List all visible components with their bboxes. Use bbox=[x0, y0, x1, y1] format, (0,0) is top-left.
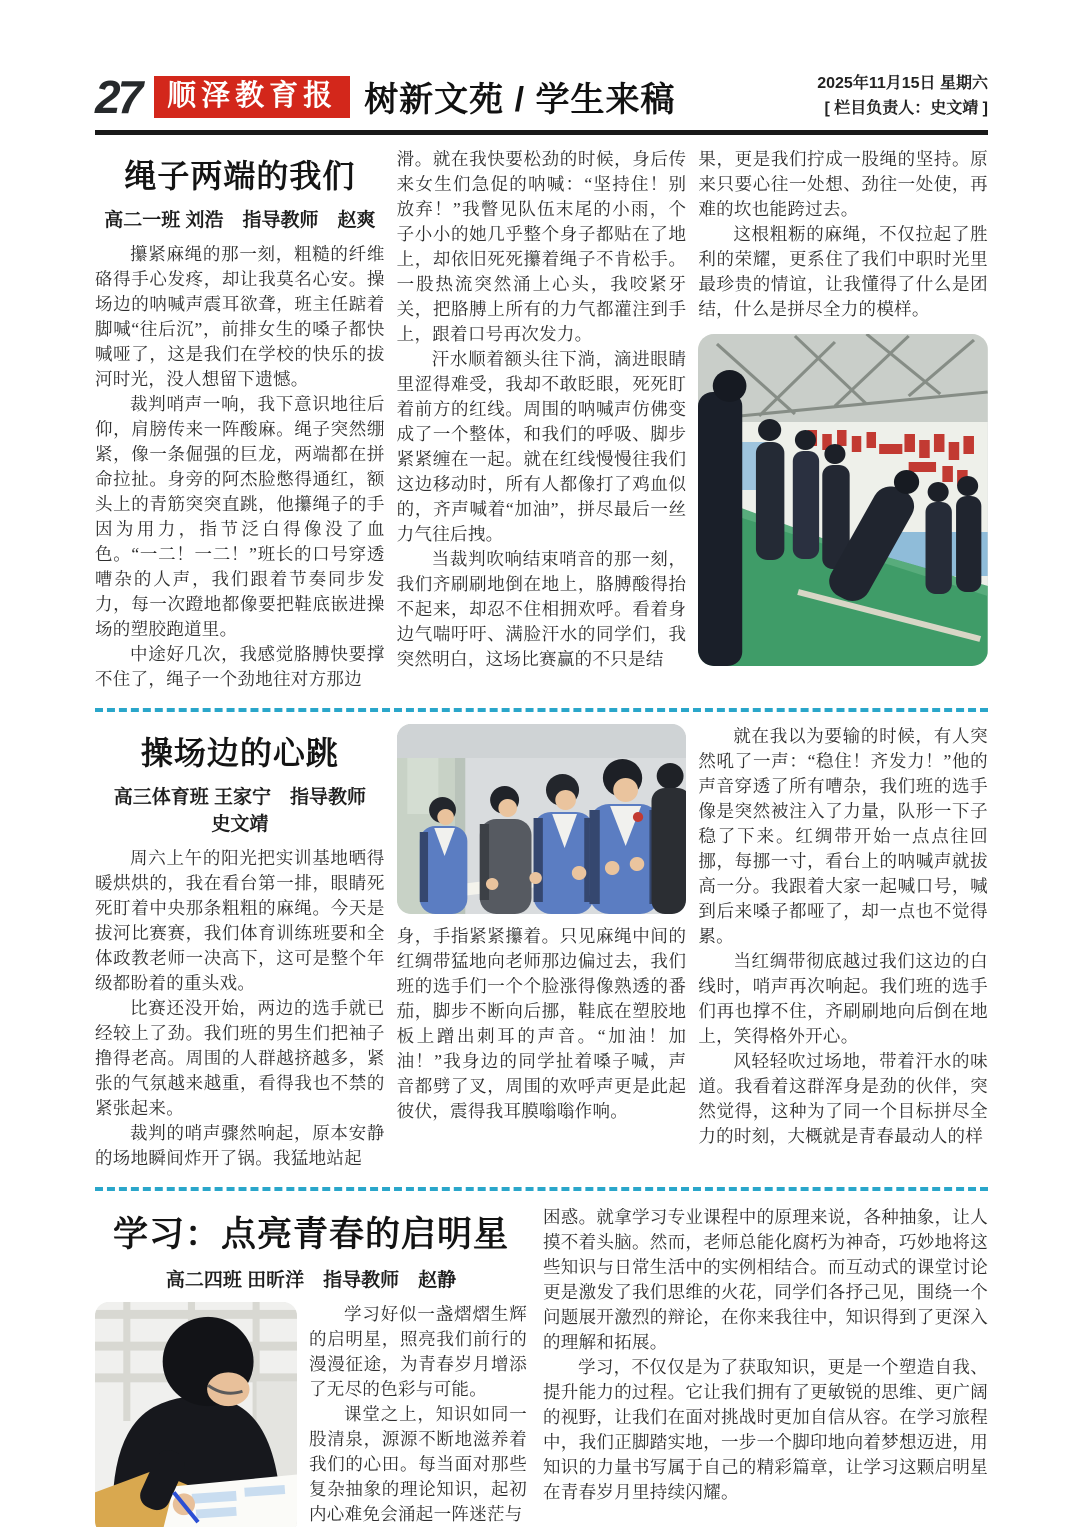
article3-left-block bbox=[95, 1203, 527, 1527]
article1-column2 bbox=[397, 147, 687, 692]
paragraph: 风轻轻吹过场地，带着汗水的味道。我看着这群浑身是劲的伙伴，突然觉得，这种为了同一个目标拼尽全力的时刻，大概就是青春最动人的样 bbox=[698, 1050, 988, 1146]
dashed-separator bbox=[95, 1187, 988, 1191]
article-heartbeat-playground bbox=[95, 724, 988, 1171]
student-studying-photo bbox=[95, 1302, 297, 1527]
article2-column3 bbox=[698, 724, 988, 1171]
article1-column1 bbox=[95, 147, 385, 692]
paragraph: 困惑。就拿学习专业课程中的原理来说，各种抽象，让人摸不着头脑。然而，老师总能化腐朽为神奇，巧妙地将这些知识与日常生活中的实例相结合。而互动式的课堂讨论更是激发了我们思维的火花，同学们各抒己见，围绕一个问题展开激烈的辩论，在你来我往中，知识得到了更深入的理解和拓展。 bbox=[543, 1206, 988, 1352]
section-title: 树新文苑 / 学生来稿 bbox=[364, 81, 676, 120]
paragraph: 课堂之上，知识如同一股清泉，源源不断地滋养着我们的心田。每当面对那些复杂抽象的理论知识，起初内心难免会涌起一阵迷茫与 bbox=[309, 1403, 527, 1524]
article1-byline: 高二一班 刘浩 指导教师 赵爽 bbox=[104, 209, 376, 231]
article3-middle-column bbox=[309, 1302, 527, 1527]
page-number: 27 bbox=[95, 70, 141, 123]
paragraph: 学习好似一盏熠熠生辉的启明星，照亮我们前行的漫漫征途，为青春岁月增添了无尽的色彩与可能。 bbox=[309, 1303, 527, 1399]
paragraph: 中途好几次，我感觉胳膊快要撑不住了，绳子一个劲地往对方那边 bbox=[95, 643, 385, 689]
paragraph: 裁判的哨声骤然响起，原本安静的场地瞬间炸开了锅。我猛地站起 bbox=[95, 1122, 385, 1168]
page-header bbox=[95, 72, 988, 122]
column-editor: [ 栏目负责人：史文靖 ] bbox=[824, 99, 988, 117]
issue-date: 2025年11月15日 星期六 bbox=[817, 75, 988, 92]
paragraph: 周六上午的阳光把实训基地晒得暖烘烘的，我在看台第一排，眼睛死死盯着中央那条粗粗的麻绳。今天是拔河比赛赛，我们体育训练班要和全体政教老师一决高下，这可是整个年级都盼着的重头戏。 bbox=[95, 847, 385, 993]
paragraph: 这根粗粝的麻绳，不仅拉起了胜利的荣耀，更系住了我们中职时光里最珍贵的情谊，让我懂得了什么是团结，什么是拼尽全力的模样。 bbox=[698, 223, 988, 319]
article2-column1 bbox=[95, 724, 385, 1171]
paragraph: 攥紧麻绳的那一刻，粗糙的纤维硌得手心发疼，却让我莫名心安。操场边的呐喊声震耳欲聋，班主任踮着脚喊“往后沉”，前排女生的嗓子都快喊哑了，这是我们在学校的快乐的拔河时光，没人想留下遗憾。 bbox=[95, 243, 385, 389]
paragraph: 滑。就在我快要松劲的时候，身后传来女生们急促的呐喊：“坚持住！别放弃！”我瞥见队伍末尾的小雨，个子小小的她几乎整个身子都贴在了地上，却依旧死死攥着绳子不肯松手。一股热流突然涌上心头，我咬紧牙关，把胳膊上所有的力气都灌注到手上，跟着口号再次发力。 bbox=[396, 148, 687, 344]
students-pulling-rope-photo bbox=[397, 724, 687, 914]
article2-column2 bbox=[397, 724, 687, 1171]
paragraph: 就在我以为要输的时候，有人突然吼了一声：“稳住！齐发力！”他的声音穿透了所有嘈杂，我们班的选手像是突然被注入了力量，队形一下子稳了下来。红绸带开始一点点往回挪，每挪一寸，看台上的呐喊声就拔高一分。我跟着大家一起喊口号，喊到后来嗓子都哑了，却一点也不觉得累。 bbox=[698, 725, 988, 946]
header-rule bbox=[95, 130, 988, 135]
paragraph: 身，手指紧紧攥着。只见麻绳中间的红绸带猛地向老师那边偏过去，我们班的选手们一个个脸涨得像熟透的番茄，脚步不断向后挪，鞋底在塑胶地板上蹭出刺耳的声音。“加油！加油！”我身边的同学扯着嗓子喊，声音都劈了叉，周围的欢呼声更是此起彼伏，震得我耳膜嗡嗡作响。 bbox=[396, 925, 687, 1121]
article3-right-column bbox=[543, 1203, 988, 1527]
masthead-logo: 顺泽教育报 bbox=[154, 76, 350, 118]
article3-title: 学习：点亮青春的启明星 bbox=[112, 1214, 509, 1254]
article-rope-both-ends bbox=[95, 147, 988, 692]
paragraph: 果，更是我们拧成一股绳的坚持。原来只要心往一处想、劲往一处使，再难的坎也能跨过去。 bbox=[698, 148, 988, 219]
paragraph: 汗水顺着额头往下淌，滴进眼睛里涩得难受，我却不敢眨眼，死死盯着前方的红线。周围的呐喊声仿佛变成了一个整体，和我们的呼吸、脚步紧紧缠在一起。就在红线慢慢往我们这边移动时，所有人都像打了鸡血似的，齐声喊着“加油”，拼尽最后一丝力气往后拽。 bbox=[396, 348, 687, 544]
article2-title: 操场边的心跳 bbox=[140, 734, 339, 771]
article1-column3 bbox=[698, 147, 988, 692]
article-morning-star-of-learning bbox=[95, 1203, 988, 1527]
dashed-separator bbox=[95, 708, 988, 712]
article3-byline: 高二四班 田昕洋 指导教师 赵静 bbox=[165, 1269, 457, 1291]
paragraph: 当红绸带彻底越过我们这边的白线时，哨声再次响起。我们班的选手们再也撑不住，齐刷刷地向后倒在地上，笑得格外开心。 bbox=[698, 950, 988, 1046]
paragraph: 学习，不仅仅是为了获取知识，更是一个塑造自我、提升能力的过程。它让我们拥有了更敏锐的思维、更广阔的视野，让我们在面对挑战时更加自信从容。在学习旅程中，我们正脚踏实地，一步一个脚印地向着梦想迈进，用知识的力量书写属于自己的精彩篇章，让学习这颗启明星在青春岁月里持续闪耀。 bbox=[543, 1356, 988, 1502]
issue-info bbox=[817, 72, 988, 122]
tug-of-war-gym-photo bbox=[698, 334, 988, 666]
paragraph: 裁判哨声一响，我下意识地往后仰，肩膀传来一阵酸麻。绳子突然绷紧，像一条倔强的巨龙，两端都在拼命拉扯。身旁的阿杰脸憋得通红，额头上的青筋突突直跳，他攥绳子的手因为用力，指节泛白得像没了血色。“一二！一二！”班长的口号穿透嘈杂的人声，我们跟着节奏同步发力，每一次蹬地都像要把鞋底嵌进操场的塑胶跑道里。 bbox=[95, 393, 385, 639]
paragraph: 比赛还没开始，两边的选手就已经较上了劲。我们班的男生们把袖子撸得老高。周围的人群越挤越多，紧张的气氛越来越重，看得我也不禁的紧张起来。 bbox=[95, 997, 385, 1118]
article1-title: 绳子两端的我们 bbox=[124, 157, 356, 194]
paragraph: 当裁判吹响结束哨音的那一刻，我们齐刷刷地倒在地上，胳膊酸得抬不起来，却忍不住相拥欢呼。看着身边气喘吁吁、满脸汗水的同学们，我突然明白，这场比赛赢的不只是结 bbox=[396, 548, 687, 669]
article2-byline: 高三体育班 王家宁 指导教师 史文靖 bbox=[113, 786, 385, 835]
